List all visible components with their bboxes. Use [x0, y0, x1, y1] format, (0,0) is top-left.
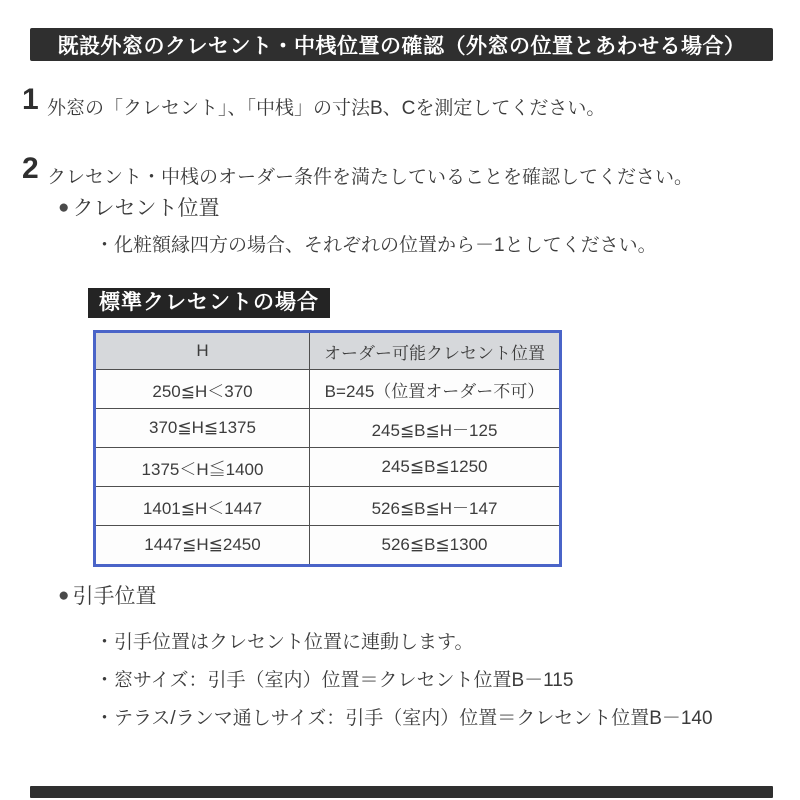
table-row [95, 448, 561, 487]
handle-position-heading-label: 引手位置 [72, 585, 157, 608]
step-1-text: 外窓の「クレセント」、「中桟」の寸法B、Cを測定してください。 [47, 98, 606, 119]
handle-position-heading [58, 580, 156, 610]
table-cell-order-range: 245≦B≦H－125 [310, 409, 561, 448]
table-cell-order-range: 526≦B≦1300 [310, 526, 561, 566]
standard-crescent-label: 標準クレセントの場合 [88, 288, 330, 318]
table-cell-h-range: 1375＜H≦1400 [95, 448, 310, 487]
table-header-h: H [95, 332, 310, 370]
table-cell-order-range: 526≦B≦H－147 [310, 487, 561, 526]
handle-note-window-size: ・窓サイズ：引手（室内）位置＝クレセント位置B－115 [95, 670, 574, 691]
crescent-position-heading [58, 192, 219, 222]
table-cell-h-range: 250≦H＜370 [95, 370, 310, 409]
table-cell-h-range: 1447≦H≦2450 [95, 526, 310, 566]
step-2-number: 2 [22, 152, 39, 185]
table-label-wrap [88, 286, 330, 316]
table-row [95, 487, 561, 526]
table-header-row [95, 332, 561, 370]
bullet-icon: ● [58, 584, 70, 606]
table-row [95, 409, 561, 448]
crescent-position-heading-label: クレセント位置 [72, 197, 220, 220]
bottom-divider-bar [30, 786, 773, 798]
table-cell-order-range: 245≦B≦1250 [310, 448, 561, 487]
table-row [95, 370, 561, 409]
table-header-order-position: オーダー可能クレセント位置 [310, 332, 561, 370]
crescent-position-table [93, 330, 562, 567]
step-2-text: クレセント・中桟のオーダー条件を満たしていることを確認してください。 [47, 167, 694, 188]
table-cell-h-range: 1401≦H＜1447 [95, 487, 310, 526]
page-title: 既設外窓のクレセント・中桟位置の確認（外窓の位置とあわせる場合） [30, 28, 773, 61]
handle-note-linked: ・引手位置はクレセント位置に連動します。 [95, 632, 474, 653]
table-row [95, 526, 561, 566]
bullet-icon: ● [58, 196, 70, 218]
table-cell-order-range: B=245（位置オーダー不可） [310, 370, 561, 409]
step-1-number: 1 [22, 83, 39, 116]
handle-note-terrace-size: ・テラス/ランマ通しサイズ：引手（室内）位置＝クレセント位置B－140 [95, 708, 713, 729]
table-cell-h-range: 370≦H≦1375 [95, 409, 310, 448]
crescent-note: ・化粧額縁四方の場合、それぞれの位置から－1としてください。 [95, 235, 657, 256]
